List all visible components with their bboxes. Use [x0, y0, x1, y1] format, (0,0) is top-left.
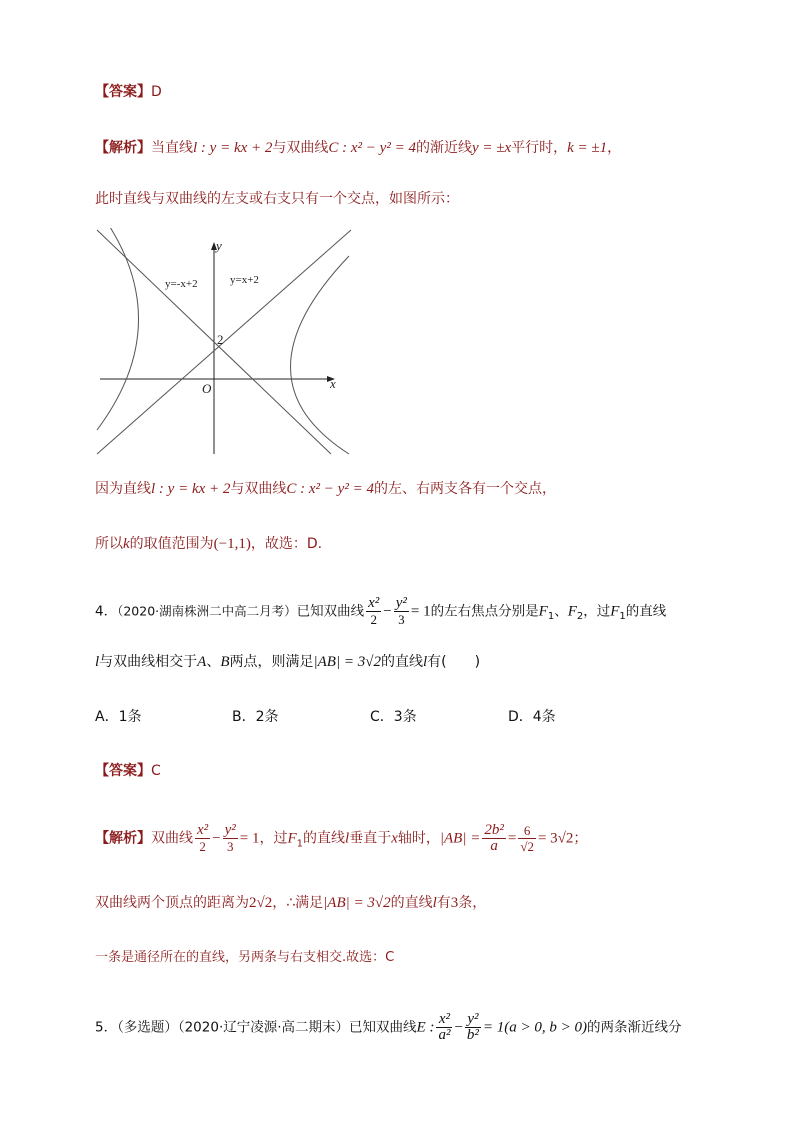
result: = 3√2 — [537, 830, 574, 847]
option-a[interactable]: A．1条 — [95, 709, 142, 725]
denominator: 2 — [370, 612, 377, 627]
fraction-2b2-over-a — [482, 823, 506, 854]
label-y: y — [216, 238, 222, 253]
text-segment: 的左、右两支各有一个交点， — [373, 481, 556, 497]
equals-one: = 1 — [239, 830, 260, 847]
text-segment: 垂直于 — [349, 830, 392, 847]
fraction-x2-over-a2 — [436, 1012, 452, 1043]
analysis-tag: 【解析】 — [95, 140, 151, 156]
analysis-q4-line-1 — [95, 823, 587, 855]
text-segment: 的直线 — [303, 830, 346, 847]
text-segment: 平行时， — [511, 140, 568, 156]
fraction-x2-over-2 — [366, 596, 381, 627]
math-l: l — [95, 654, 100, 670]
numerator: y² — [395, 595, 407, 611]
text-segment: 与双曲线 — [272, 140, 329, 156]
answer-line-q4 — [95, 760, 161, 782]
answer-tag: 【答案】 — [95, 763, 151, 779]
count: 3 — [450, 895, 459, 911]
fraction-y2-over-b2 — [465, 1012, 481, 1043]
separator: 、 — [206, 654, 221, 670]
minus-sign: − — [454, 1019, 463, 1036]
option-d[interactable]: D．4条 — [508, 709, 556, 725]
question-source: （2020·湖南株洲二中高二月考） — [117, 603, 297, 619]
equals-sign: = — [507, 830, 517, 847]
focus-f1: F — [610, 603, 620, 620]
question-4-stem-line-2 — [95, 651, 480, 673]
hyperbola-left-branch — [97, 228, 139, 430]
text-segment: 5．（多选题）（2020·辽宁凌源·高二期末）已知双曲线 — [95, 1019, 417, 1036]
math-k-value: k = ±1 — [567, 140, 608, 156]
math-line-eq: l : y = kx + 2 — [193, 140, 273, 156]
option-b[interactable]: B．2条 — [232, 709, 279, 725]
focus-f2: F — [567, 603, 577, 620]
denominator: 3 — [226, 839, 234, 854]
answer-tag: 【答案】 — [95, 84, 151, 100]
subscript: 1 — [547, 611, 555, 623]
analysis-line-2: 此时直线与双曲线的左支或右支只有一个交点，如图所示： — [95, 191, 459, 207]
fraction-y2-over-3 — [223, 823, 238, 854]
denominator: 2 — [199, 839, 206, 854]
denominator: 3 — [398, 612, 405, 627]
subscript: 1 — [296, 838, 304, 850]
numerator: 2b² — [484, 822, 504, 838]
fraction-x2-over-2 — [195, 823, 210, 854]
numerator: x² — [368, 595, 380, 611]
math-asymptote: y = ±x — [471, 140, 512, 156]
numerator: y² — [224, 822, 236, 838]
label-line-neg: y=-x+2 — [165, 278, 198, 290]
math-l: l — [345, 830, 350, 847]
text-segment: 的左右焦点分别是 — [430, 603, 539, 620]
subscript: 2 — [576, 611, 584, 623]
text-segment: ； — [573, 830, 588, 847]
math-hyperbola-eq: C : x² − y² = 4 — [328, 140, 416, 156]
numerator: 6 — [518, 823, 536, 839]
analysis-q4-line-2 — [95, 892, 486, 914]
text-segment: ，∴满足 — [272, 895, 324, 911]
focus-f1: F — [287, 830, 297, 847]
math-condition: = 1(a > 0, b > 0) — [482, 1019, 588, 1036]
text-segment: 条， — [458, 895, 487, 911]
analysis-line-3 — [95, 478, 556, 500]
text-segment: 已知双曲线 — [296, 603, 365, 620]
question-4-stem-line-1 — [95, 596, 666, 628]
text-segment: 两点，则满足 — [229, 654, 314, 670]
analysis-q4-line-3: 一条是通径所在的直线，另两条与右支相交.故选：C — [95, 950, 395, 965]
text-segment: 双曲线 — [151, 830, 193, 847]
hyperbola-graph — [95, 228, 355, 456]
text-segment: ，过 — [259, 830, 288, 847]
denominator: √2 — [520, 839, 534, 854]
text-segment: 的取值范围为 — [129, 536, 214, 552]
denominator: a² — [438, 1027, 451, 1043]
label-origin: O — [202, 381, 212, 396]
text-segment: 所以 — [95, 536, 123, 552]
math-l: l — [432, 895, 437, 911]
math-ab-length: |AB| = 3√2 — [313, 654, 381, 670]
text-segment: 有 — [436, 895, 451, 911]
text-segment: 轴时， — [397, 830, 440, 847]
math-k: k — [123, 536, 130, 552]
text-segment: ， — [607, 140, 622, 156]
label-intercept-2: 2 — [217, 332, 224, 347]
text-segment: 有( ) — [427, 654, 481, 670]
point-b: B — [220, 654, 230, 670]
text-segment: ，故选：D. — [250, 536, 323, 552]
analysis-line-1 — [95, 137, 621, 159]
text-segment: 当直线 — [151, 140, 193, 156]
analysis-tag: 【解析】 — [95, 830, 151, 847]
text-segment: ，过 — [583, 603, 611, 620]
fraction-y2-over-3 — [394, 596, 409, 627]
math-range: (−1,1) — [213, 536, 251, 552]
point-a: A — [197, 654, 207, 670]
math-e: E : — [416, 1019, 435, 1036]
math-hyperbola-eq: C : x² − y² = 4 — [286, 481, 374, 497]
label-line-pos: y=x+2 — [230, 274, 259, 286]
math-x: x — [391, 830, 398, 847]
numerator: x² — [436, 1012, 452, 1028]
minus-sign: − — [383, 603, 392, 620]
math-ab-length: |AB| = 3√2 — [323, 895, 391, 911]
label-x: x — [330, 376, 336, 391]
analysis-line-4 — [95, 533, 322, 555]
text-segment: 的直线 — [380, 654, 423, 670]
text-segment: 的直线 — [625, 603, 667, 620]
question-number: 4． — [95, 603, 118, 620]
math-line-eq: l : y = kx + 2 — [151, 481, 231, 497]
minus-sign: − — [212, 830, 221, 847]
text-segment: 与双曲线相交于 — [99, 654, 198, 670]
text-segment: 双曲线两个顶点的距离为 — [95, 895, 249, 911]
equals-one: = 1 — [410, 603, 431, 620]
numerator: x² — [197, 822, 209, 838]
text-segment: 的直线 — [390, 895, 433, 911]
option-c[interactable]: C．3条 — [370, 709, 417, 725]
numerator: y² — [465, 1012, 481, 1028]
math-l: l — [422, 654, 428, 670]
text-segment: 的两条渐近线分 — [587, 1019, 682, 1036]
text-segment: 与双曲线 — [230, 481, 287, 497]
math-distance: 2√2 — [249, 895, 273, 911]
separator: 、 — [554, 603, 568, 620]
text-segment: 的渐近线 — [415, 140, 472, 156]
question-5-stem-line-1 — [95, 1012, 682, 1043]
math-ab: |AB| = — [439, 830, 481, 847]
text-segment: 因为直线 — [95, 481, 151, 497]
answer-value: D — [151, 84, 162, 100]
fraction-6-over-root2 — [518, 823, 536, 854]
answer-line-q3 — [95, 81, 162, 103]
answer-value: C — [151, 763, 161, 779]
denominator: b² — [466, 1027, 479, 1043]
subscript: 1 — [619, 611, 626, 623]
focus-f1: F — [538, 603, 548, 620]
denominator: a — [490, 838, 498, 854]
